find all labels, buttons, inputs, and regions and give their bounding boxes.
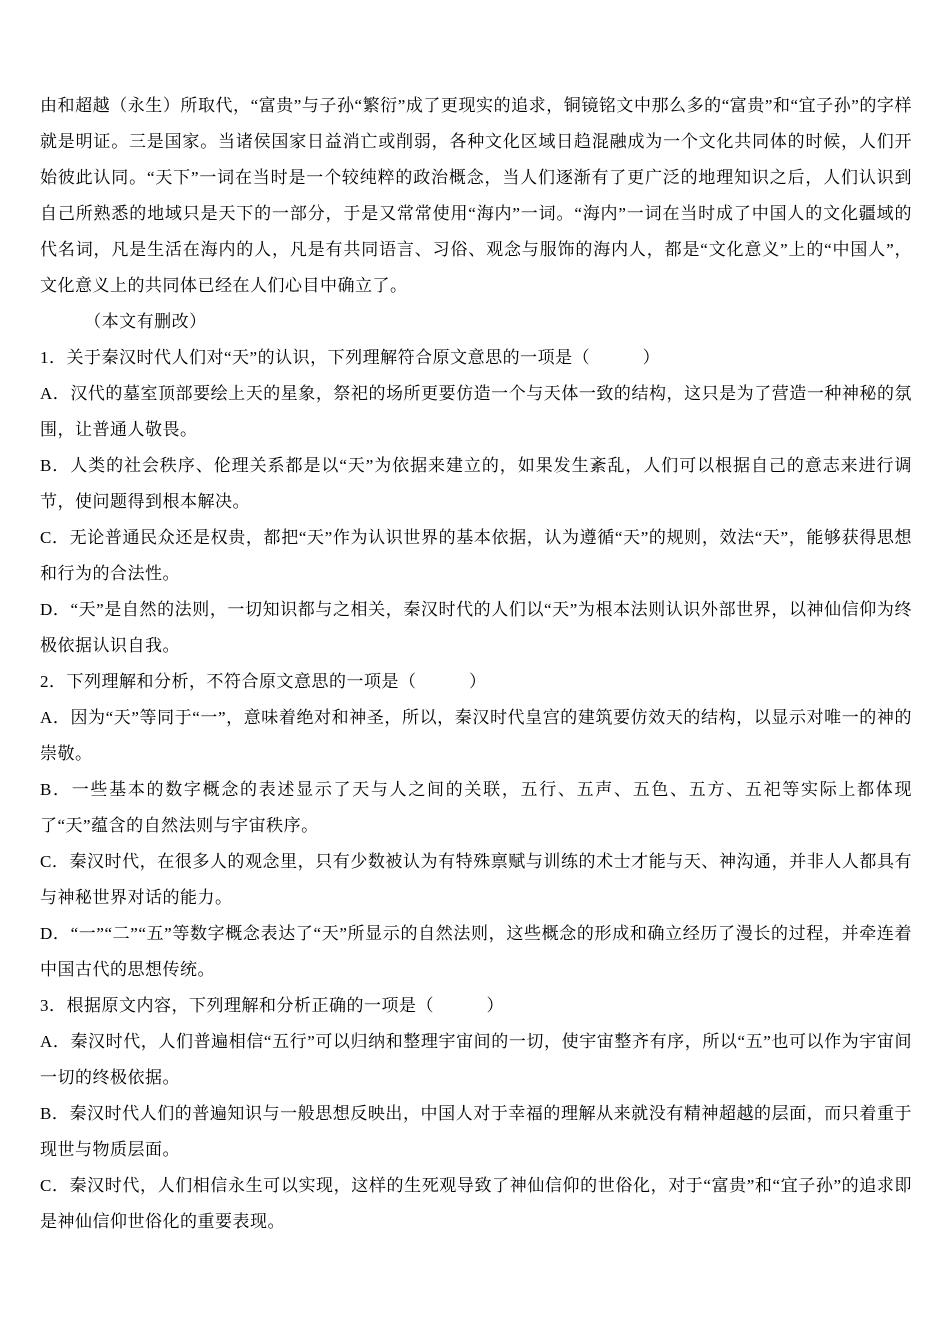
question-2-option-a: A．因为“天”等同于“一”，意味着绝对和神圣，所以，秦汉时代皇宫的建筑要仿效天的结构，以显示对唯一的神的崇敬。 bbox=[40, 708, 912, 763]
source-note: （本文有删改） bbox=[84, 312, 207, 331]
question-3-option-c: C．秦汉时代，人们相信永生可以实现，这样的生死观导致了神仙信仰的世俗化，对于“富贵”和“宜子孙”的追求即是神仙信仰世俗化的重要表现。 bbox=[40, 1176, 912, 1231]
question-2-stem: 2．下列理解和分析，不符合原文意思的一项是（ ） bbox=[40, 672, 487, 691]
document-content bbox=[40, 88, 912, 1240]
question-1-option-a: A．汉代的墓室顶部要绘上天的星象，祭祀的场所更要仿造一个与天体一致的结构，这只是为了营造一种神秘的氛围，让普通人敬畏。 bbox=[40, 384, 912, 439]
question-3-stem: 3．根据原文内容，下列理解和分析正确的一项是（ ） bbox=[40, 996, 504, 1015]
question-3-option-a: A．秦汉时代，人们普遍相信“五行”可以归纳和整理宇宙间的一切，使宇宙整齐有序，所以“五”也可以作为宇宙间一切的终极依据。 bbox=[40, 1032, 912, 1087]
question-1-option-c: C．无论普通民众还是权贵，都把“天”作为认识世界的基本依据，认为遵循“天”的规则，效法“天”，能够获得思想和行为的合法性。 bbox=[40, 528, 912, 583]
question-1-option-b: B．人类的社会秩序、伦理关系都是以“天”为依据来建立的，如果发生紊乱，人们可以根据自己的意志来进行调节，使问题得到根本解决。 bbox=[40, 456, 912, 511]
body-paragraph-continuation: 由和超越（永生）所取代，“富贵”与子孙“繁衍”成了更现实的追求，铜镜铭文中那么多的“富贵”和“宜子孙”的字样就是明证。三是国家。当诸侯国家日益消亡或削弱，各种文化区域日趋混融成为一个文化共同体的时候，人们开始彼此认同。“天下”一词在当时是一个较纯粹的政治概念，当人们逐渐有了更广泛的地理知识之后，人们认识到自己所熟悉的地域只是天下的一部分，于是又常常使用“海内”一词。“海内”一词在当时成了中国人的文化疆域的代名词，凡是生活在海内的人，凡是有共同语言、习俗、观念与服饰的海内人，都是“文化意义”上的“中国人”，文化意义上的共同体已经在人们心目中确立了。 bbox=[40, 96, 912, 295]
question-2-option-b: B．一些基本的数字概念的表述显示了天与人之间的关联，五行、五声、五色、五方、五祀等实际上都体现了“天”蕴含的自然法则与宇宙秩序。 bbox=[40, 780, 912, 835]
question-1-option-d: D．“天”是自然的法则，一切知识都与之相关，秦汉时代的人们以“天”为根本法则认识外部世界，以神仙信仰为终极依据认识自我。 bbox=[40, 600, 912, 655]
question-2-option-d: D．“一”“二”“五”等数字概念表达了“天”所显示的自然法则，这些概念的形成和确立经历了漫长的过程，并牵连着中国古代的思想传统。 bbox=[40, 924, 912, 979]
question-1-stem: 1．关于秦汉时代人们对“天”的认识，下列理解符合原文意思的一项是（ ） bbox=[40, 348, 661, 367]
question-3-option-b: B．秦汉时代人们的普遍知识与一般思想反映出，中国人对于幸福的理解从来就没有精神超越的层面，而只着重于现世与物质层面。 bbox=[40, 1104, 912, 1159]
question-2-option-c: C．秦汉时代，在很多人的观念里，只有少数被认为有特殊禀赋与训练的术士才能与天、神沟通，并非人人都具有与神秘世界对话的能力。 bbox=[40, 852, 912, 907]
